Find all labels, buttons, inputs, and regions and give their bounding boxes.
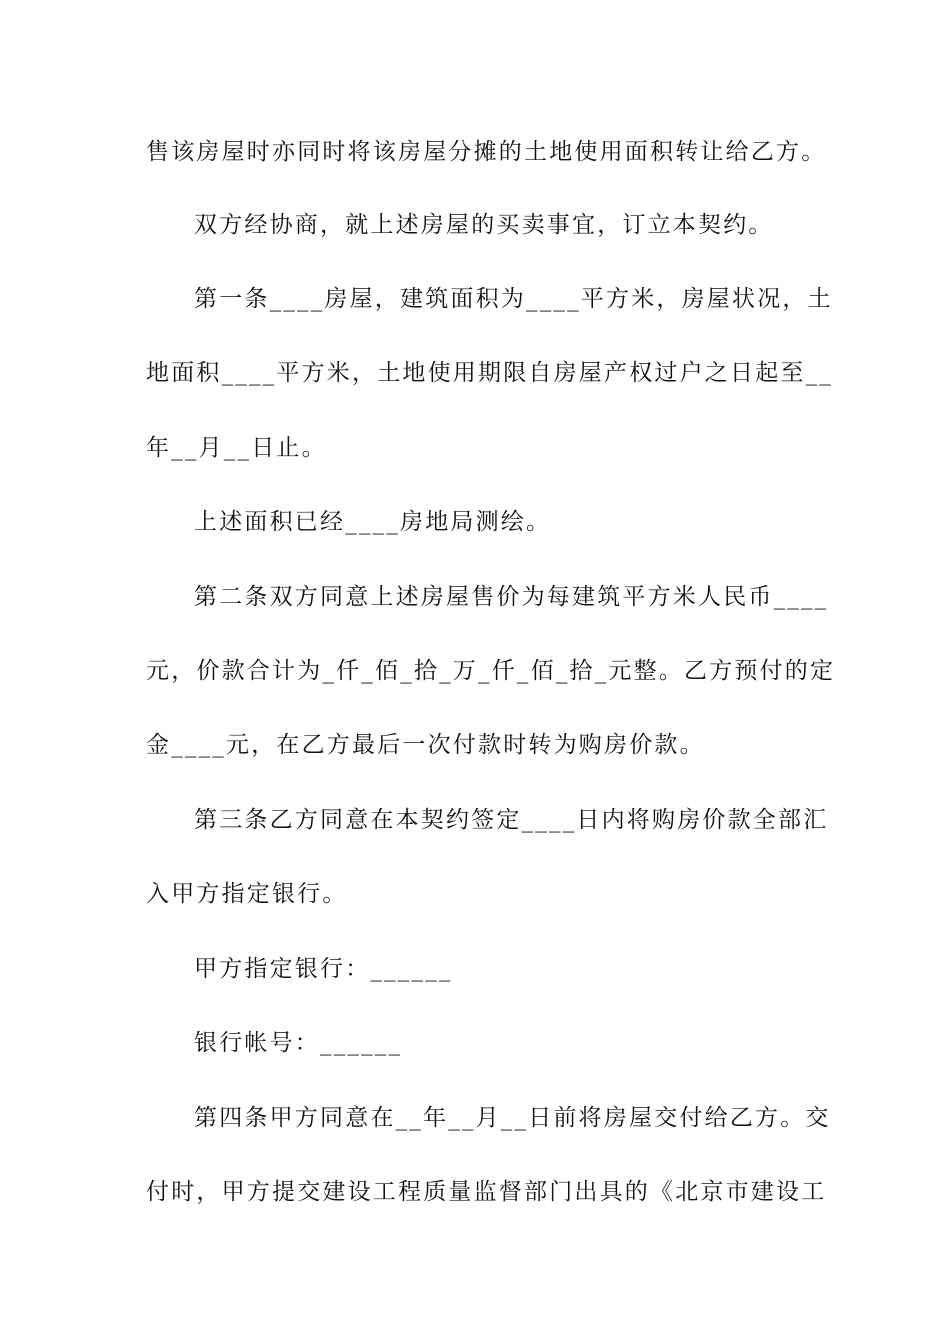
paragraph-line: 甲方指定银行：______ bbox=[194, 956, 453, 982]
paragraph-line: 银行帐号：______ bbox=[194, 1030, 403, 1056]
paragraph-line: 第一条____房屋，建筑面积为____平方米，房屋状况，土 bbox=[194, 286, 833, 312]
paragraph-line: 入甲方指定银行。 bbox=[146, 881, 348, 907]
paragraph-line: 第四条甲方同意在__年__月__日前将房屋交付给乙方。交 bbox=[194, 1105, 831, 1131]
paragraph-line: 双方经协商，就上述房屋的买卖事宜，订立本契约。 bbox=[194, 212, 774, 238]
paragraph-line: 上述面积已经____房地局测绘。 bbox=[194, 509, 552, 535]
paragraph-line: 第二条双方同意上述房屋售价为每建筑平方米人民币____ bbox=[194, 584, 829, 610]
paragraph-line: 售该房屋时亦同时将该房屋分摊的土地使用面积转让给乙方。 bbox=[146, 139, 827, 165]
paragraph-line: 年__月__日止。 bbox=[146, 435, 327, 461]
paragraph-line: 付时，甲方提交建设工程质量监督部门出具的《北京市建设工 bbox=[146, 1179, 827, 1205]
paragraph-line: 地面积____平方米，土地使用期限自房屋产权过户之日起至__ bbox=[146, 360, 833, 386]
paragraph-line: 金____元，在乙方最后一次付款时转为购房价款。 bbox=[146, 732, 705, 758]
paragraph-line: 元，价款合计为_仟_佰_拾_万_仟_佰_拾_元整。乙方预付的定 bbox=[146, 658, 836, 684]
paragraph-line: 第三条乙方同意在本契约签定____日内将购房价款全部汇 bbox=[194, 807, 829, 833]
